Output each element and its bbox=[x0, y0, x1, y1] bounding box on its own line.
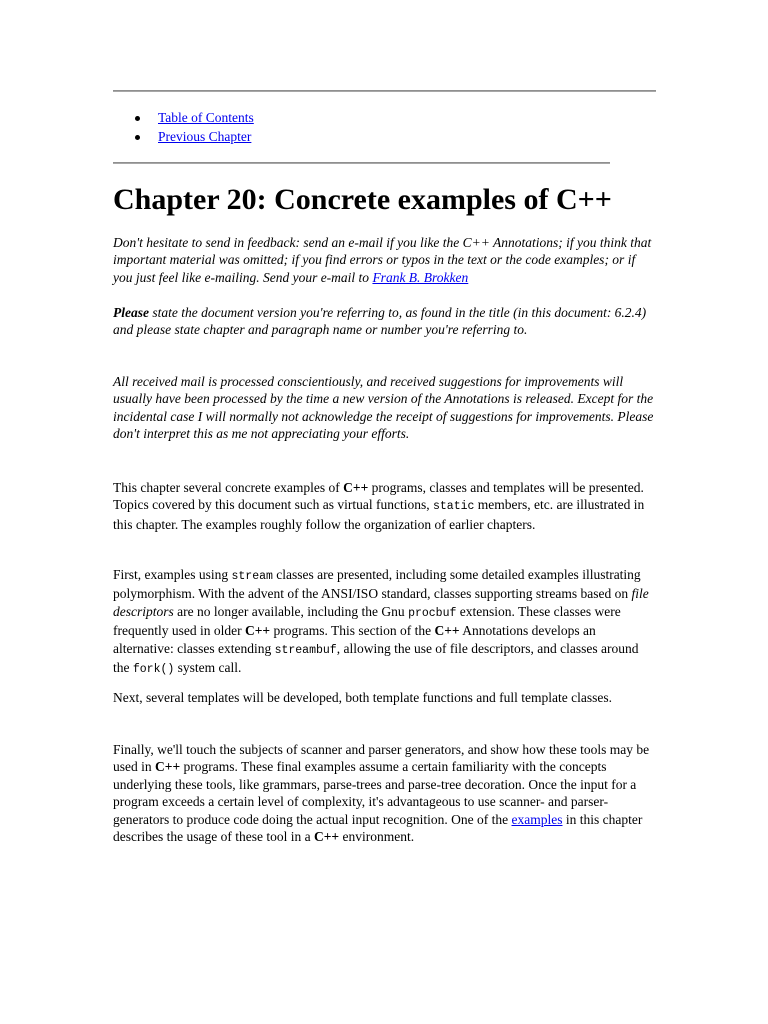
previous-chapter-link[interactable]: Previous Chapter bbox=[158, 128, 252, 144]
author-email-link[interactable]: Frank B. Brokken bbox=[372, 269, 469, 285]
streams-paragraph bbox=[113, 566, 658, 678]
top-divider bbox=[113, 90, 656, 92]
code-streambuf: streambuf bbox=[274, 643, 337, 657]
examples-link[interactable]: examples bbox=[511, 811, 563, 827]
intro-paragraph bbox=[113, 479, 658, 533]
cpp-term: C++ bbox=[244, 623, 271, 639]
parser-text: in this chapter describes the usage of these tool in a bbox=[113, 811, 643, 845]
cpp-term: C++ bbox=[313, 829, 340, 845]
streams-text: Annotations develops an alternative: classes extending bbox=[113, 623, 596, 656]
streams-text: are no longer available, including the Gnu bbox=[173, 603, 409, 619]
nav-item-toc bbox=[113, 109, 254, 128]
streams-text: system call. bbox=[174, 660, 242, 676]
streams-text: classes are presented, including some detailed examples illustrating polymorphism. With the advent of the ANSI/ISO standard, classes supporting streams based on bbox=[113, 567, 641, 602]
parser-generators-paragraph bbox=[113, 741, 658, 845]
page-title: Chapter 20: Concrete examples of C++ bbox=[113, 183, 612, 216]
mail-processing-paragraph: All received mail is processed conscientiously, and received suggestions for improvements will usually have been processed by the time a new version of the Annotations is released. Except for the incidental case I will normally not acknowledge the receipt of suggestions for improvements. Please don't interpret this as me not appreciating your efforts. bbox=[113, 374, 654, 442]
parser-text: programs. These final examples assume a certain familiarity with the concepts underlying these tools, like grammars, parse-trees and parse-tree decoration. Once the input for a program exceeds a certain level of complexity, it's advantageous to use scanner- and parser-generators to produce code doing the actual input recognition. One of the bbox=[113, 759, 637, 827]
nav-divider bbox=[113, 162, 610, 164]
version-request-paragraph bbox=[113, 304, 658, 339]
cpp-term: C++ bbox=[343, 480, 369, 495]
cpp-term: C++ bbox=[434, 623, 460, 639]
code-static: static bbox=[433, 500, 475, 514]
feedback-text: Don't hesitate to send in feedback: send an e-mail if you like the C++ Annotations; if you think that important material was omitted; if you find errors or typos in the text or the code examples; or if you just feel like e-mailing. Send your e-mail to bbox=[113, 235, 652, 285]
intro-text: programs, classes and templates will be presented. Topics covered by this document such as virtual functions, bbox=[113, 480, 644, 513]
table-of-contents-link[interactable]: Table of Contents bbox=[158, 110, 254, 125]
nav-item-previous bbox=[113, 128, 254, 147]
cpp-term: C++ bbox=[155, 759, 181, 775]
templates-paragraph: Next, several templates will be developed, both template functions and full template classes. bbox=[113, 690, 612, 705]
code-procbuf: procbuf bbox=[408, 606, 457, 620]
intro-text: This chapter several concrete examples of bbox=[113, 480, 344, 495]
chapter-nav bbox=[113, 109, 254, 146]
please-emphasis: Please bbox=[113, 305, 149, 320]
streams-text: extension. These classes were frequently used in older bbox=[113, 603, 621, 639]
code-fork: fork() bbox=[132, 663, 175, 677]
streams-text: First, examples using bbox=[113, 567, 232, 582]
parser-text: environment. bbox=[339, 829, 415, 845]
intro-text: members, etc. are illustrated in this chapter. The examples roughly follow the organization of earlier chapters. bbox=[113, 497, 645, 532]
streams-text: programs. This section of the bbox=[270, 623, 435, 639]
version-request-text: state the document version you're referring to, as found in the title (in this document: 6.2.4) and please state chapter and paragraph name or number you're referring to. bbox=[113, 305, 647, 338]
bullet-icon bbox=[135, 135, 140, 140]
parser-text: Finally, we'll touch the subjects of scanner and parser generators, and show how these tools may be used in bbox=[113, 742, 650, 775]
bullet-icon bbox=[135, 116, 140, 121]
feedback-paragraph bbox=[113, 234, 658, 286]
streams-text: , allowing the use of file descriptors, and classes around the bbox=[113, 640, 639, 676]
file-descriptors-emphasis: file descriptors bbox=[113, 586, 649, 619]
code-stream: stream bbox=[231, 570, 273, 583]
